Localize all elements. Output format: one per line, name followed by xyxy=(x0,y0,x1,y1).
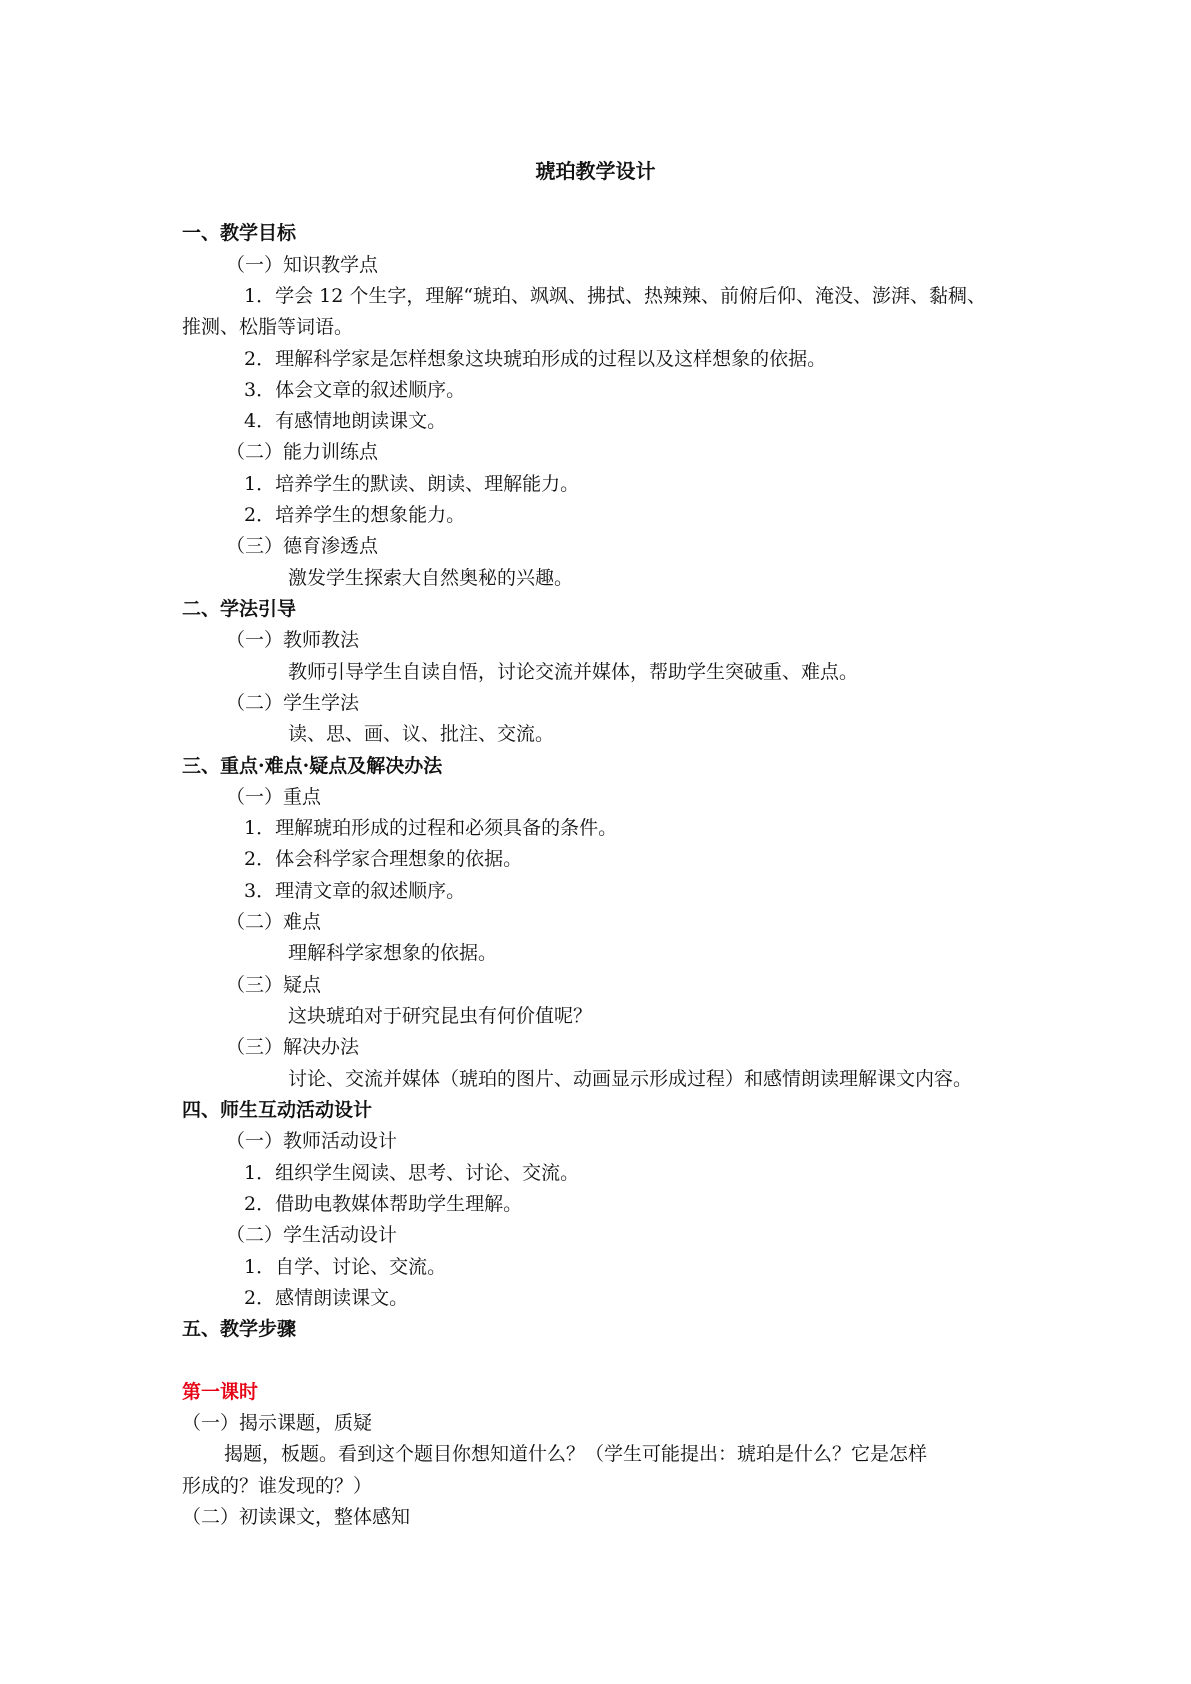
text-line: 1．培养学生的默读、朗读、理解能力。 xyxy=(244,473,580,495)
section-heading: 一、教学目标 xyxy=(182,222,297,244)
section-heading: 五、教学步骤 xyxy=(182,1318,297,1340)
text-line: （一）重点 xyxy=(226,786,322,808)
text-line: （二）难点 xyxy=(226,911,322,933)
text-line: （一）揭示课题，质疑 xyxy=(182,1412,373,1434)
text-line: （三）德育渗透点 xyxy=(226,535,379,557)
text-line: （二）学生活动设计 xyxy=(226,1224,398,1246)
text-line: 2．理解科学家是怎样想象这块琥珀形成的过程以及这样想象的依据。 xyxy=(244,348,827,370)
text-line: 读、思、画、议、批注、交流。 xyxy=(288,723,555,745)
text-line: （三）解决办法 xyxy=(226,1036,360,1058)
text-line: （二）学生学法 xyxy=(226,692,360,714)
text-line: 这块琥珀对于研究昆虫有何价值呢？ xyxy=(288,1005,593,1027)
text-line: （二）初读课文，整体感知 xyxy=(182,1506,411,1528)
text-line: 揭题，板题。看到这个题目你想知道什么？（学生可能提出：琥珀是什么？它是怎样 xyxy=(224,1443,928,1465)
text-line: 2．借助电教媒体帮助学生理解。 xyxy=(244,1193,523,1215)
text-line: 1．自学、讨论、交流。 xyxy=(244,1256,447,1278)
text-line: 1．理解琥珀形成的过程和必须具备的条件。 xyxy=(244,817,618,839)
section-heading: 三、重点·难点·疑点及解决办法 xyxy=(182,755,443,777)
text-line: 推测、松脂等词语。 xyxy=(182,316,354,338)
text-line: （一）教师活动设计 xyxy=(226,1130,398,1152)
text-line: 3．体会文章的叙述顺序。 xyxy=(244,379,466,401)
text-line: 讨论、交流并媒体（琥珀的图片、动画显示形成过程）和感情朗读理解课文内容。 xyxy=(288,1068,973,1090)
text-line: 激发学生探索大自然奥秘的兴趣。 xyxy=(288,567,574,589)
text-line: 2．体会科学家合理想象的依据。 xyxy=(244,848,523,870)
text-line: 教师引导学生自读自悟，讨论交流并媒体，帮助学生突破重、难点。 xyxy=(288,661,859,683)
text-line: 1．学会 12 个生字，理解“琥珀、飒飒、拂拭、热辣辣、前俯后仰、淹没、澎湃、黏稠、 xyxy=(244,285,987,307)
text-line: 2．培养学生的想象能力。 xyxy=(244,504,466,526)
text-line: 理解科学家想象的依据。 xyxy=(288,942,498,964)
text-line: （一）教师教法 xyxy=(226,629,360,651)
text-line: （三）疑点 xyxy=(226,974,322,996)
document-title: 琥珀教学设计 xyxy=(535,159,656,183)
section-heading: 四、师生互动活动设计 xyxy=(182,1099,373,1121)
text-line: （一）知识教学点 xyxy=(226,254,379,276)
text-line: 2．感情朗读课文。 xyxy=(244,1287,409,1309)
text-line: 1．组织学生阅读、思考、讨论、交流。 xyxy=(244,1162,580,1184)
section-heading: 第一课时 xyxy=(182,1381,259,1403)
text-line: 4．有感情地朗读课文。 xyxy=(244,410,447,432)
text-line: 形成的？谁发现的？） xyxy=(182,1475,373,1497)
text-line: 3．理清文章的叙述顺序。 xyxy=(244,880,466,902)
text-line: （二）能力训练点 xyxy=(226,441,379,463)
section-heading: 二、学法引导 xyxy=(182,598,297,620)
